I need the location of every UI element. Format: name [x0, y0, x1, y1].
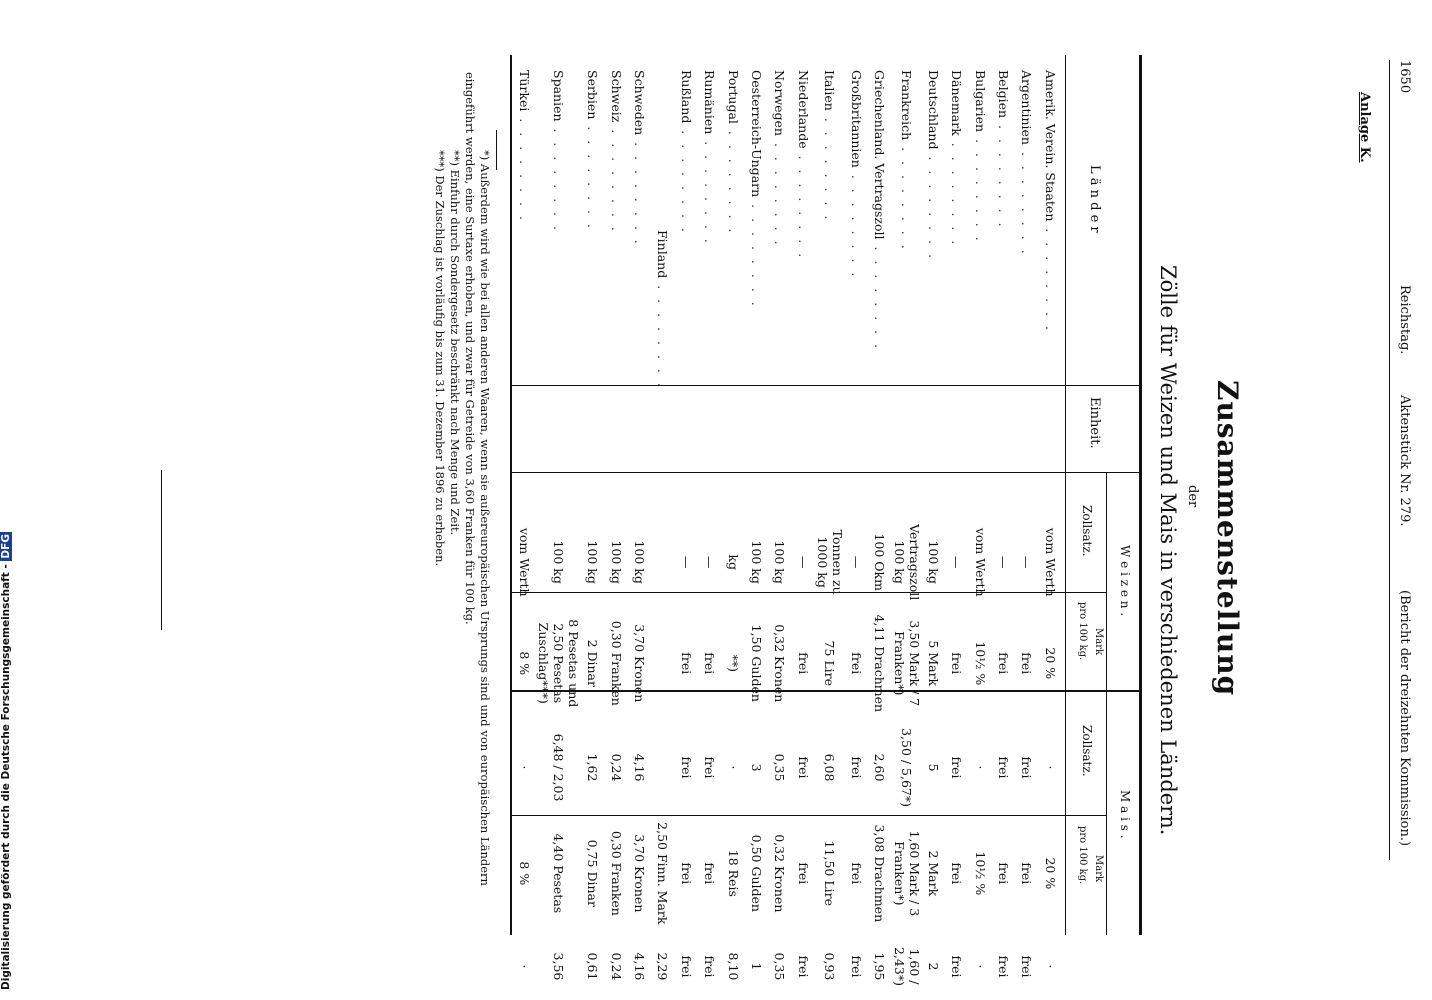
- mais-mark-cell: ·: [1042, 964, 1058, 969]
- mais-rate-cell: 2 Mark: [925, 850, 941, 897]
- footnote-2: **) Einfuhr durch Sondergesetz beschränkt nach Menge und Zeit.: [448, 150, 462, 536]
- country-cell: Frankreich . . . . . . . .: [899, 70, 915, 252]
- mais-rate-cell: 4,40 Pesetas: [550, 833, 566, 914]
- table-row: [675, 70, 698, 1000]
- mais-rate-cell: 3,08 Drachmen: [872, 824, 888, 923]
- annex-label: Anlage K.: [1357, 92, 1372, 163]
- mais-mark-cell: 2: [925, 962, 941, 971]
- weizen-mark-cell: frei: [795, 756, 811, 779]
- col-mais-pro100: pro 100 kg.: [1077, 826, 1088, 885]
- mais-mark-cell: 3,56: [550, 952, 566, 981]
- table-row: [536, 70, 581, 1000]
- weizen-mark-cell: ·: [725, 765, 741, 770]
- mais-mark-cell: 4,16: [631, 952, 647, 981]
- weizen-mark-cell: 2,60: [872, 753, 888, 782]
- mais-mark-cell: frei: [949, 955, 965, 978]
- col-weizen-zollsatz: Zollsatz.: [1080, 505, 1094, 557]
- weizen-rate-cell: 4,11 Drachmen: [872, 614, 888, 713]
- unit-cell: —: [996, 555, 1012, 569]
- mais-rate-cell: 0,30 Franken: [608, 830, 624, 916]
- subtitle-der: der: [1185, 485, 1200, 508]
- country-cell: Spanien . . . . . . . .: [550, 70, 566, 234]
- country-cell: Türkei . . . . . . . .: [516, 70, 532, 223]
- mais-mark-cell: 8,10: [725, 952, 741, 981]
- weizen-mark-cell: 3: [748, 763, 764, 772]
- weizen-rate-cell: 20 %: [1042, 647, 1058, 680]
- mais-rate-cell: 0,50 Gulden: [748, 834, 764, 912]
- country-cell: Italien . . . . . . . .: [822, 70, 838, 223]
- mais-rate-cell: 10½ %: [972, 851, 988, 896]
- table-row: [945, 70, 968, 1000]
- col-weizen-mark: Mark: [1093, 628, 1104, 656]
- weizen-mark-cell: frei: [996, 756, 1012, 779]
- mais-mark-cell: 0,61: [585, 952, 601, 981]
- mais-rate-cell: 0,32 Kronen: [772, 834, 788, 913]
- weizen-mark-cell: 3,50 / 5,67*): [899, 728, 915, 808]
- page-number: 1650: [1397, 60, 1412, 94]
- mais-mark-cell: 0,35: [772, 952, 788, 981]
- unit-cell: kg: [725, 554, 741, 570]
- unit-cell: 100 kg: [631, 540, 647, 584]
- table-row: [651, 70, 674, 1000]
- unit-cell: —: [702, 555, 718, 569]
- mais-rate-cell: 8 %: [516, 861, 532, 886]
- table-row: [968, 70, 991, 1000]
- table-row: [628, 70, 651, 1000]
- footnote-3: ***) Der Zuschlag ist vorläufig bis zum 31. Dezember 1896 zu erheben.: [433, 150, 447, 567]
- mais-rate-cell: frei: [849, 862, 865, 885]
- weizen-mark-cell: 0,35: [772, 753, 788, 782]
- unit-cell: vom Werth: [972, 527, 988, 597]
- reichstag-label: Reichstag.: [1397, 285, 1412, 355]
- unit-cell: —: [1019, 555, 1035, 569]
- table-row: [721, 70, 744, 1000]
- table-row: [791, 70, 814, 1000]
- table-row: [922, 70, 945, 1000]
- table-row: [604, 70, 627, 1000]
- unit-cell: —: [795, 555, 811, 569]
- weizen-mark-cell: 1,62: [585, 753, 601, 782]
- weizen-rate-cell: 8 %: [516, 651, 532, 676]
- country-cell: Niederlande . . . . . . . .: [795, 70, 811, 261]
- country-cell: Oesterreich-Ungarn . . . . . . . .: [748, 70, 764, 309]
- table-row: [745, 70, 768, 1000]
- page-title: Zusammenstellung: [1211, 380, 1244, 697]
- unit-cell: 100 kg: [748, 540, 764, 584]
- mais-rate-cell: 11,50 Lire: [822, 840, 838, 907]
- country-cell: Großbritannien . . . . . . . .: [849, 70, 865, 280]
- table-row: [992, 70, 1015, 1000]
- unit-cell: 100 Okm: [872, 533, 888, 591]
- weizen-mark-cell: ·: [1042, 765, 1058, 770]
- unit-cell: [651, 519, 674, 605]
- mais-mark-cell: 0,93: [822, 952, 838, 981]
- digitalization-note: [0, 532, 12, 990]
- weizen-rate-cell: frei: [949, 652, 965, 675]
- unit-cell: —: [849, 555, 865, 569]
- weizen-rate-cell: frei: [1019, 652, 1035, 675]
- country-cell: Griechenland. Vertragszoll . . . . . . . .: [872, 70, 888, 352]
- mais-mark-cell: 0,24: [608, 952, 624, 981]
- mais-mark-cell: ·: [972, 964, 988, 969]
- weizen-rate-cell: frei: [996, 652, 1012, 675]
- unit-cell: —: [678, 555, 694, 569]
- unit-cell: —: [949, 555, 965, 569]
- country-cell: Norwegen . . . . . . . .: [772, 70, 788, 248]
- aktenstueck-label: Aktenstück Nr. 279.: [1397, 395, 1412, 527]
- mais-mark-cell: frei: [849, 955, 865, 978]
- tariff-table: [513, 70, 1062, 1000]
- mais-rate-cell: 2,50 Finn. Mark: [655, 822, 671, 925]
- weizen-mark-cell: frei: [949, 756, 965, 779]
- mais-mark-cell: frei: [795, 955, 811, 978]
- weizen-rate-cell: 0,30 Franken: [608, 620, 624, 706]
- col-mais: M a i s .: [1118, 790, 1132, 839]
- country-cell: Rumänien . . . . . . . .: [702, 70, 718, 246]
- weizen-rate-cell: 1,50 Gulden: [748, 624, 764, 702]
- unit-cell: 100 kg: [608, 540, 624, 584]
- country-cell: Rußland . . . . . . . .: [678, 70, 694, 235]
- weizen-rate-cell: frei: [678, 652, 694, 675]
- col-laender: L ä n d e r: [1087, 165, 1102, 233]
- mais-rate-cell: 1,60 Mark / 3 Franken*): [891, 830, 922, 917]
- unit-cell: 100 kg: [772, 540, 788, 584]
- weizen-rate-cell: 10½ %: [972, 641, 988, 686]
- col-mais-mark: Mark: [1093, 855, 1104, 883]
- mais-mark-cell: frei: [702, 955, 718, 978]
- weizen-mark-cell: frei: [702, 756, 718, 779]
- weizen-rate-cell: 2 Dinar: [585, 639, 601, 687]
- weizen-rate-cell: 5 Mark: [925, 640, 941, 687]
- mais-rate-cell: frei: [949, 862, 965, 885]
- country-cell: Deutschland . . . . . . . .: [925, 70, 941, 262]
- weizen-mark-cell: 6,08: [822, 753, 838, 782]
- weizen-rate-cell: **): [725, 654, 741, 672]
- mais-mark-cell: 1: [748, 962, 764, 971]
- mais-mark-cell: frei: [1019, 955, 1035, 978]
- footnote-1: *) Außerdem wird wie bei allen anderen Waaren, wenn sie außereuropäischen Ursprungs sind und von europäischen Ländern: [478, 150, 492, 886]
- country-cell: Schweiz . . . . . . . .: [608, 70, 624, 234]
- weizen-rate-cell: 0,32 Kronen: [772, 624, 788, 703]
- country-cell: Serbien . . . . . . . .: [585, 70, 601, 231]
- weizen-mark-cell: [651, 721, 674, 813]
- unit-cell: Vertragszoll 100 kg: [891, 524, 922, 601]
- unit-cell: Tonnen zu 1000 kg: [814, 529, 845, 595]
- weizen-rate-cell: 8 Pesetas und 2,50 Pesetas Zuschlag***): [535, 619, 581, 708]
- weizen-mark-cell: 4,16: [631, 753, 647, 782]
- mais-rate-cell: frei: [996, 862, 1012, 885]
- weizen-rate-cell: 3,70 Kronen: [631, 624, 647, 703]
- weizen-mark-cell: frei: [849, 756, 865, 779]
- country-cell: Schweden . . . . . . . .: [631, 70, 647, 247]
- weizen-mark-cell: ·: [516, 765, 532, 770]
- table-row: [698, 70, 721, 1000]
- weizen-rate-cell: 75 Lire: [822, 640, 838, 687]
- page-subtitle: Zölle für Weizen und Mais in verschiedenen Ländern.: [1156, 265, 1180, 836]
- table-row: [513, 70, 536, 1000]
- footnote-1-cont: eingeführt werden, eine Surtaxe erhoben, und zwar für Getreide von 3,60 Franken für 100 kg.: [463, 72, 477, 625]
- mais-rate-cell: 18 Reis: [725, 849, 741, 897]
- country-cell: Amerik. Verein. Staaten . . . . . . . .: [1042, 70, 1058, 333]
- mais-rate-cell: 3,70 Kronen: [631, 834, 647, 913]
- weizen-rate-cell: 3,50 Mark / 7 Franken*): [891, 620, 922, 707]
- table-row: [868, 70, 891, 1000]
- table-row: [768, 70, 791, 1000]
- table-row: [815, 70, 845, 1000]
- weizen-mark-cell: ·: [972, 765, 988, 770]
- table-row: [845, 70, 868, 1000]
- mais-mark-cell: frei: [678, 955, 694, 978]
- mais-rate-cell: frei: [795, 862, 811, 885]
- weizen-mark-cell: 0,24: [608, 753, 624, 782]
- mais-rate-cell: 20 %: [1042, 857, 1058, 890]
- table-header-rule: [1065, 55, 1066, 935]
- weizen-mark-cell: 5: [925, 763, 941, 772]
- country-cell: Belgien . . . . . . . .: [996, 70, 1012, 230]
- country-cell: Finland . . . . . . . .: [655, 230, 671, 390]
- mais-mark-cell: 2,29: [655, 952, 671, 981]
- mais-mark-cell: frei: [996, 955, 1012, 978]
- mais-rate-cell: frei: [1019, 862, 1035, 885]
- dfg-logo: DFG: [0, 534, 12, 559]
- unit-cell: 100 kg: [550, 540, 566, 584]
- col-einheit: Einheit.: [1087, 397, 1102, 449]
- bericht-label: (Bericht der dreizehnten Kommission.): [1397, 590, 1412, 847]
- col-weizen: W e i z e n .: [1118, 545, 1132, 617]
- mais-mark-cell: ·: [516, 964, 532, 969]
- weizen-rate-cell: frei: [795, 652, 811, 675]
- country-cell: Argentinien . . . . . . . .: [1019, 70, 1035, 257]
- country-cell: Dänemark . . . . . . . .: [949, 70, 965, 248]
- mais-rate-cell: frei: [678, 862, 694, 885]
- mais-mark-cell: 1,60 / 2,43*): [891, 946, 922, 986]
- table-row: [581, 70, 604, 1000]
- country-cell: Portugal . . . . . . . .: [725, 70, 741, 236]
- country-cell: Bulgarien . . . . . . . .: [972, 70, 988, 244]
- weizen-rate-cell: frei: [702, 652, 718, 675]
- weizen-mark-cell: frei: [678, 756, 694, 779]
- unit-cell: vom Werth: [1042, 527, 1058, 597]
- unit-cell: 100 kg: [925, 540, 941, 584]
- table-row: [1039, 70, 1062, 1000]
- table-row: [892, 70, 922, 1000]
- unit-cell: 100 kg: [585, 540, 601, 584]
- weizen-mark-cell: frei: [1019, 756, 1035, 779]
- weizen-rate-cell: [651, 605, 674, 721]
- digitalization-text: Digitalisierung gefördert durch die Deutsche Forschungsgemeinschaft -: [0, 564, 12, 990]
- mais-rate-cell: 0,75 Dinar: [585, 839, 601, 907]
- mais-rate-cell: frei: [702, 862, 718, 885]
- mais-mark-cell: 1,95: [872, 952, 888, 981]
- weizen-rate-cell: frei: [849, 652, 865, 675]
- col-weizen-pro100: pro 100 kg.: [1077, 602, 1088, 661]
- table-row: [1015, 70, 1038, 1000]
- weizen-mark-cell: 6,48 / 2,03: [550, 733, 566, 802]
- unit-cell: vom Werth: [516, 527, 532, 597]
- table-top-rule: [1139, 55, 1142, 935]
- col-mais-zollsatz: Zollsatz.: [1080, 725, 1094, 777]
